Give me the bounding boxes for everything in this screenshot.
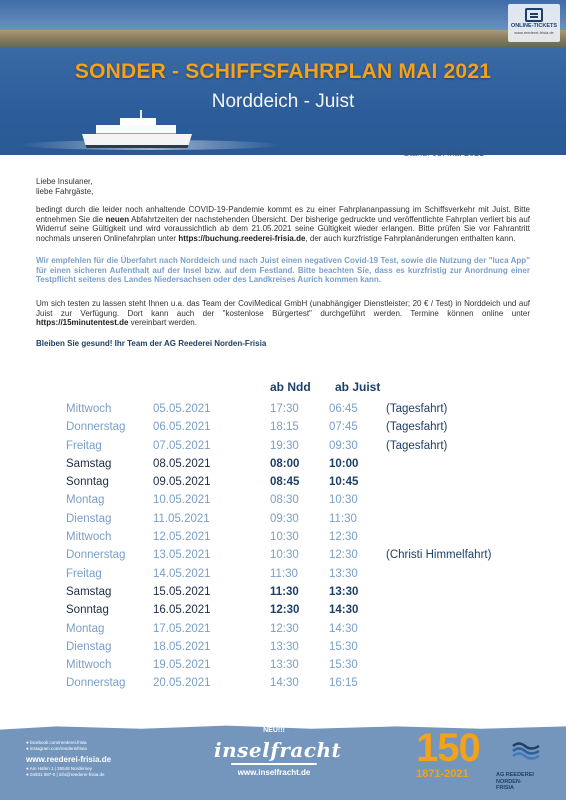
departure-juist-cell: 16:15 [329, 677, 358, 690]
departure-ndd-cell: 12:30 [270, 622, 299, 635]
date-cell: 19.05.2021 [153, 659, 211, 672]
emphasis-new: neuen [105, 214, 130, 224]
contact-text: 04931 987-0 | info@reederei-frisia.de [29, 772, 105, 777]
departure-juist-cell: 10:00 [329, 457, 359, 470]
contact: ● 04931 987-0 | info@reederei-frisia.de [26, 772, 105, 777]
timetable-row [66, 458, 546, 476]
departure-ndd-cell: 18:15 [270, 421, 299, 434]
day-cell: Mittwoch [66, 403, 112, 415]
departure-juist-cell: 15:30 [329, 640, 358, 653]
timetable [66, 403, 546, 696]
date-cell: 11.05.2021 [153, 512, 210, 525]
timetable-row [66, 623, 546, 641]
page-title: SONDER - SCHIFFSFAHRPLAN MAI 2021 [74, 60, 492, 83]
date-cell: 08.05.2021 [153, 457, 211, 470]
testing-paragraph [36, 299, 530, 328]
departure-ndd-cell: 10:30 [270, 531, 299, 544]
timetable-row [66, 568, 546, 586]
timetable-row [66, 659, 546, 677]
departure-ndd-cell: 08:00 [270, 457, 300, 470]
ticket-icon [525, 8, 543, 22]
org-name-line2: NORDEN-FRISIA [496, 779, 522, 791]
booking-link[interactable]: https://buchung.reederei-frisia.de [178, 233, 306, 243]
online-tickets-label: ONLINE-TICKETS [510, 23, 558, 29]
inselfracht-link[interactable]: www.inselfracht.de [237, 768, 311, 777]
day-cell: Freitag [66, 439, 102, 452]
departure-ndd-cell: 08:45 [270, 476, 300, 489]
timetable-row [66, 421, 546, 439]
timetable-row [66, 476, 546, 494]
departure-ndd-cell: 19:30 [270, 439, 299, 452]
text-segment: bedingt durch die leider noch anhaltende COVID-19-Pandemie kommt es zu einer Fahrplananpassung im Schiffsverkehr mit Juist. Bitte entnehmen Sie die [36, 205, 530, 224]
note-cell: (Tagesfahrt) [386, 439, 448, 452]
departure-juist-cell: 06:45 [329, 403, 358, 415]
facebook-link[interactable]: ● facebook.com/reederei.frisia [26, 740, 87, 745]
timetable-row [66, 549, 546, 567]
text-segment: vereinbart werden. [128, 318, 197, 327]
anniversary-years: 1871-2021 [416, 768, 469, 780]
timetable-row [66, 677, 546, 695]
departure-juist-cell: 09:30 [329, 439, 358, 452]
timetable-row [66, 586, 546, 604]
date-cell: 18.05.2021 [153, 640, 211, 653]
day-cell: Freitag [66, 567, 102, 580]
day-cell: Donnerstag [66, 421, 126, 434]
date-cell: 16.05.2021 [153, 604, 211, 617]
date-cell: 09.05.2021 [153, 476, 211, 489]
ferry-image [82, 116, 194, 152]
departure-juist-cell: 13:30 [329, 585, 359, 598]
departure-juist-cell: 10:45 [329, 476, 359, 489]
departure-ndd-cell: 09:30 [270, 512, 299, 525]
note-cell: (Tagesfahrt) [386, 403, 448, 415]
note-cell: (Tagesfahrt) [386, 421, 448, 434]
departure-ndd-cell: 17:30 [270, 403, 299, 415]
inselfracht-promo [214, 727, 342, 777]
day-cell: Dienstag [66, 640, 112, 653]
sky [0, 0, 566, 32]
column-header-ndd: ab Ndd [270, 380, 311, 394]
date-cell: 15.05.2021 [153, 585, 211, 598]
online-tickets-url: www.reederei-frisia.de [514, 30, 554, 35]
instagram-link[interactable]: ● instagram.com/reedereifrisia [26, 746, 87, 751]
signature: Bleiben Sie gesund! Ihr Team der AG Reederei Norden-Frisia [36, 339, 267, 348]
header-banner [0, 0, 566, 155]
date-cell: 07.05.2021 [153, 439, 211, 452]
website-link[interactable]: www.reederei-frisia.de [26, 755, 112, 764]
timetable-row [66, 494, 546, 512]
day-cell: Samstag [66, 585, 112, 598]
date-cell: 14.05.2021 [153, 567, 211, 580]
departure-ndd-cell: 13:30 [270, 640, 299, 653]
date-cell: 06.05.2021 [153, 421, 211, 434]
date-cell: 10.05.2021 [153, 494, 211, 507]
date-cell: 13.05.2021 [153, 549, 211, 562]
anniversary-number: 150 [416, 726, 480, 770]
day-cell: Donnerstag [66, 549, 126, 562]
facebook-text: facebook.com/reederei.frisia [29, 740, 87, 745]
departure-ndd-cell: 13:30 [270, 659, 299, 672]
day-cell: Donnerstag [66, 677, 126, 690]
day-cell: Montag [66, 494, 105, 507]
departure-ndd-cell: 12:30 [270, 604, 300, 617]
route-subtitle: Norddeich - Juist [211, 91, 355, 112]
recommendation-paragraph: Wir empfehlen für die Überfahrt nach Norddeich und nach Juist einen negativen Covid-19 Test, sowie die Nutzung der "luca App" für einen sicheren Aufenthalt auf der Insel bzw. auf dem Festland. Bitte beachten Sie, dass es kurzfristig zur Anordnung einer Testpflicht seitens des Landes Niedersachsen oder des Landkreises Aurich kommen kann. [36, 256, 530, 284]
day-cell: Montag [66, 622, 105, 635]
greeting-line: liebe Fahrgäste, [36, 186, 94, 196]
departure-juist-cell: 15:30 [329, 659, 358, 672]
timetable-row [66, 531, 546, 549]
day-cell: Sonntag [66, 476, 109, 489]
text-segment: Abfahrtzeiten der nachstehenden Übersicht. Der bisherige gedruckte und veröffentlichte Fahrplan verliert bis auf Widerruf seine Gültigkeit und wird voraussichtlich ab dem 21.05.2021 seine Gültigkeit wieder erlangen. Bitte prüfen Sie vor Fahrantritt nochmals unseren Onlinefahrplan unter [36, 214, 531, 243]
day-cell: Samstag [66, 457, 112, 470]
text-segment: Um sich testen zu lassen steht Ihnen u.a. das Team der CoviMedical GmbH (unabhängiger Dienstleister; 20 € / Test) in Norddeich und auf Juist zur Verfügung. Dort kann auch der "kostenlose Bürgertest" durchgeführt werden. Termine können online unter [36, 299, 530, 318]
departure-ndd-cell: 10:30 [270, 549, 299, 562]
island-coastline [0, 30, 566, 48]
notice-paragraph [36, 205, 530, 243]
status-date: Stand: 05. Mai 2021 [403, 148, 484, 158]
date-cell: 17.05.2021 [153, 622, 211, 635]
note-cell: (Christi Himmelfahrt) [386, 549, 492, 562]
address: ● Am Hafen 1 | 26548 Norderney [26, 766, 92, 771]
departure-juist-cell: 10:30 [329, 494, 358, 507]
departure-juist-cell: 07:45 [329, 421, 358, 434]
date-cell: 05.05.2021 [153, 403, 211, 415]
org-name-line1: AG REEDEREI [496, 772, 534, 778]
departure-juist-cell: 12:30 [329, 549, 358, 562]
text-segment: , der auch kurzfristige Fahrplanänderungen enthalten kann. [305, 233, 516, 243]
day-cell: Sonntag [66, 604, 109, 617]
address-text: Am Hafen 1 | 26548 Norderney [29, 766, 92, 771]
departure-ndd-cell: 14:30 [270, 677, 299, 690]
inselfracht-logo: inselfracht [214, 738, 342, 762]
timetable-row [66, 513, 546, 531]
day-cell: Mittwoch [66, 531, 112, 544]
departure-juist-cell: 14:30 [329, 622, 358, 635]
footer-contact [26, 740, 111, 778]
date-cell: 12.05.2021 [153, 531, 211, 544]
departure-ndd-cell: 11:30 [270, 585, 299, 598]
online-tickets-button[interactable] [508, 4, 560, 42]
day-cell: Dienstag [66, 512, 112, 525]
departure-ndd-cell: 11:30 [270, 567, 298, 580]
greeting-line: Liebe Insulaner, [36, 177, 93, 186]
timetable-row [66, 604, 546, 622]
departure-juist-cell: 14:30 [329, 604, 359, 617]
departure-juist-cell: 12:30 [329, 531, 358, 544]
test-booking-link[interactable]: https://15minutentest.de [36, 318, 129, 327]
waves-icon [512, 740, 540, 760]
greeting [36, 177, 530, 196]
new-badge: NEU!!! [263, 727, 285, 734]
departure-juist-cell: 11:30 [329, 512, 357, 525]
anniversary-logo [416, 726, 536, 791]
instagram-text: instagram.com/reedereifrisia [29, 746, 87, 751]
day-cell: Mittwoch [66, 659, 112, 672]
departure-ndd-cell: 08:30 [270, 494, 299, 507]
departure-juist-cell: 13:30 [329, 567, 358, 580]
timetable-row [66, 403, 546, 421]
timetable-row [66, 641, 546, 659]
logo-underline [231, 763, 317, 765]
column-header-juist: ab Juist [335, 380, 381, 394]
date-cell: 20.05.2021 [153, 677, 211, 690]
timetable-row [66, 440, 546, 458]
